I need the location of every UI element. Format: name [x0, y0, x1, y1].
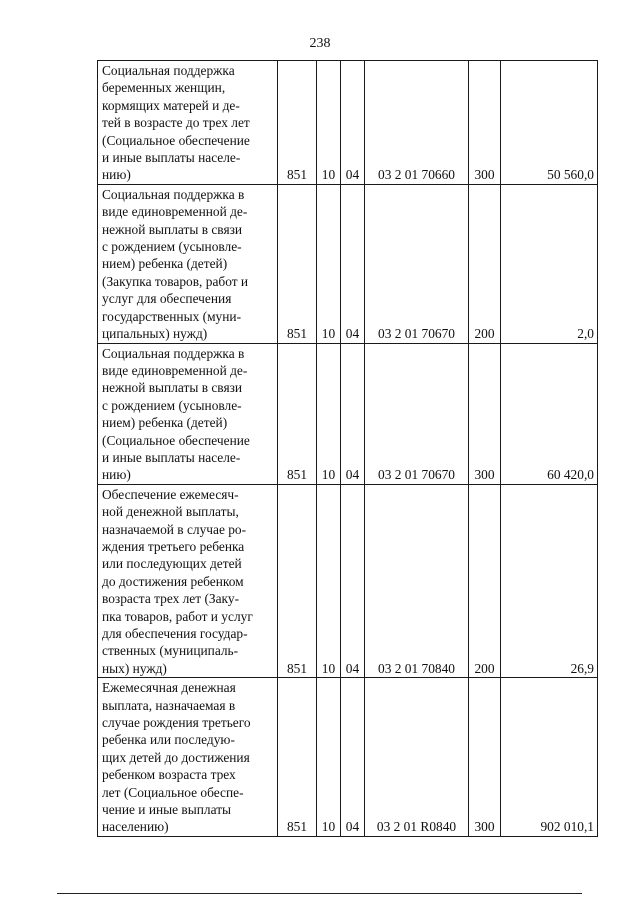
section-code: 10 — [317, 184, 341, 343]
table-row — [98, 343, 598, 484]
subsection-code: 04 — [341, 343, 365, 484]
subsection-code: 04 — [341, 184, 365, 343]
ministry-code: 851 — [278, 484, 317, 677]
row-description: Обеспечение ежемесяч- ной денежной выплаты, назначаемой в случае ро- ждения третьего ребенка или последующих детей до достижения ребенком возраста трех лет (Заку- пка товаров, работ и услуг для обеспечения государ- ственных (муниципаль- ных) нужд) — [98, 484, 278, 677]
target-article: 03 2 01 70670 — [365, 184, 469, 343]
expense-type: 300 — [469, 343, 501, 484]
expense-type: 300 — [469, 678, 501, 837]
subsection-code: 04 — [341, 678, 365, 837]
budget-table — [97, 60, 598, 837]
ministry-code: 851 — [278, 678, 317, 837]
table-body — [98, 61, 598, 837]
section-code: 10 — [317, 678, 341, 837]
target-article: 03 2 01 70670 — [365, 343, 469, 484]
section-code: 10 — [317, 484, 341, 677]
target-article: 03 2 01 R0840 — [365, 678, 469, 837]
footnote-divider — [57, 893, 582, 894]
page-number: 238 — [309, 36, 331, 51]
ministry-code: 851 — [278, 343, 317, 484]
row-description: Социальная поддержка в виде единовременной де- нежной выплаты в связи с рождением (усыновле- нием) ребенка (детей) (Закупка товаров, работ и услуг для обеспечения государственных (муни- ципальных) нужд) — [98, 184, 278, 343]
table-row — [98, 184, 598, 343]
section-code: 10 — [317, 61, 341, 185]
target-article: 03 2 01 70840 — [365, 484, 469, 677]
row-description: Социальная поддержка беременных женщин, кормящих матерей и де- тей в возрасте до трех лет (Социальное обеспечение и иные выплаты населе- нию) — [98, 61, 278, 185]
table-row — [98, 61, 598, 185]
amount: 60 420,0 — [501, 343, 598, 484]
amount: 26,9 — [501, 484, 598, 677]
ministry-code: 851 — [278, 61, 317, 185]
subsection-code: 04 — [341, 61, 365, 185]
subsection-code: 04 — [341, 484, 365, 677]
table-row — [98, 484, 598, 677]
amount: 902 010,1 — [501, 678, 598, 837]
expense-type: 200 — [469, 184, 501, 343]
amount: 50 560,0 — [501, 61, 598, 185]
row-description: Ежемесячная денежная выплата, назначаемая в случае рождения третьего ребенка или последую- щих детей до достижения ребенком возраста трех лет (Социальное обеспе- чение и иные выплаты населению) — [98, 678, 278, 837]
ministry-code: 851 — [278, 184, 317, 343]
row-description: Социальная поддержка в виде единовременной де- нежной выплаты в связи с рождением (усыновле- нием) ребенка (детей) (Социальное обеспечение и иные выплаты населе- нию) — [98, 343, 278, 484]
expense-type: 300 — [469, 61, 501, 185]
amount: 2,0 — [501, 184, 598, 343]
table-row — [98, 678, 598, 837]
section-code: 10 — [317, 343, 341, 484]
expense-type: 200 — [469, 484, 501, 677]
target-article: 03 2 01 70660 — [365, 61, 469, 185]
